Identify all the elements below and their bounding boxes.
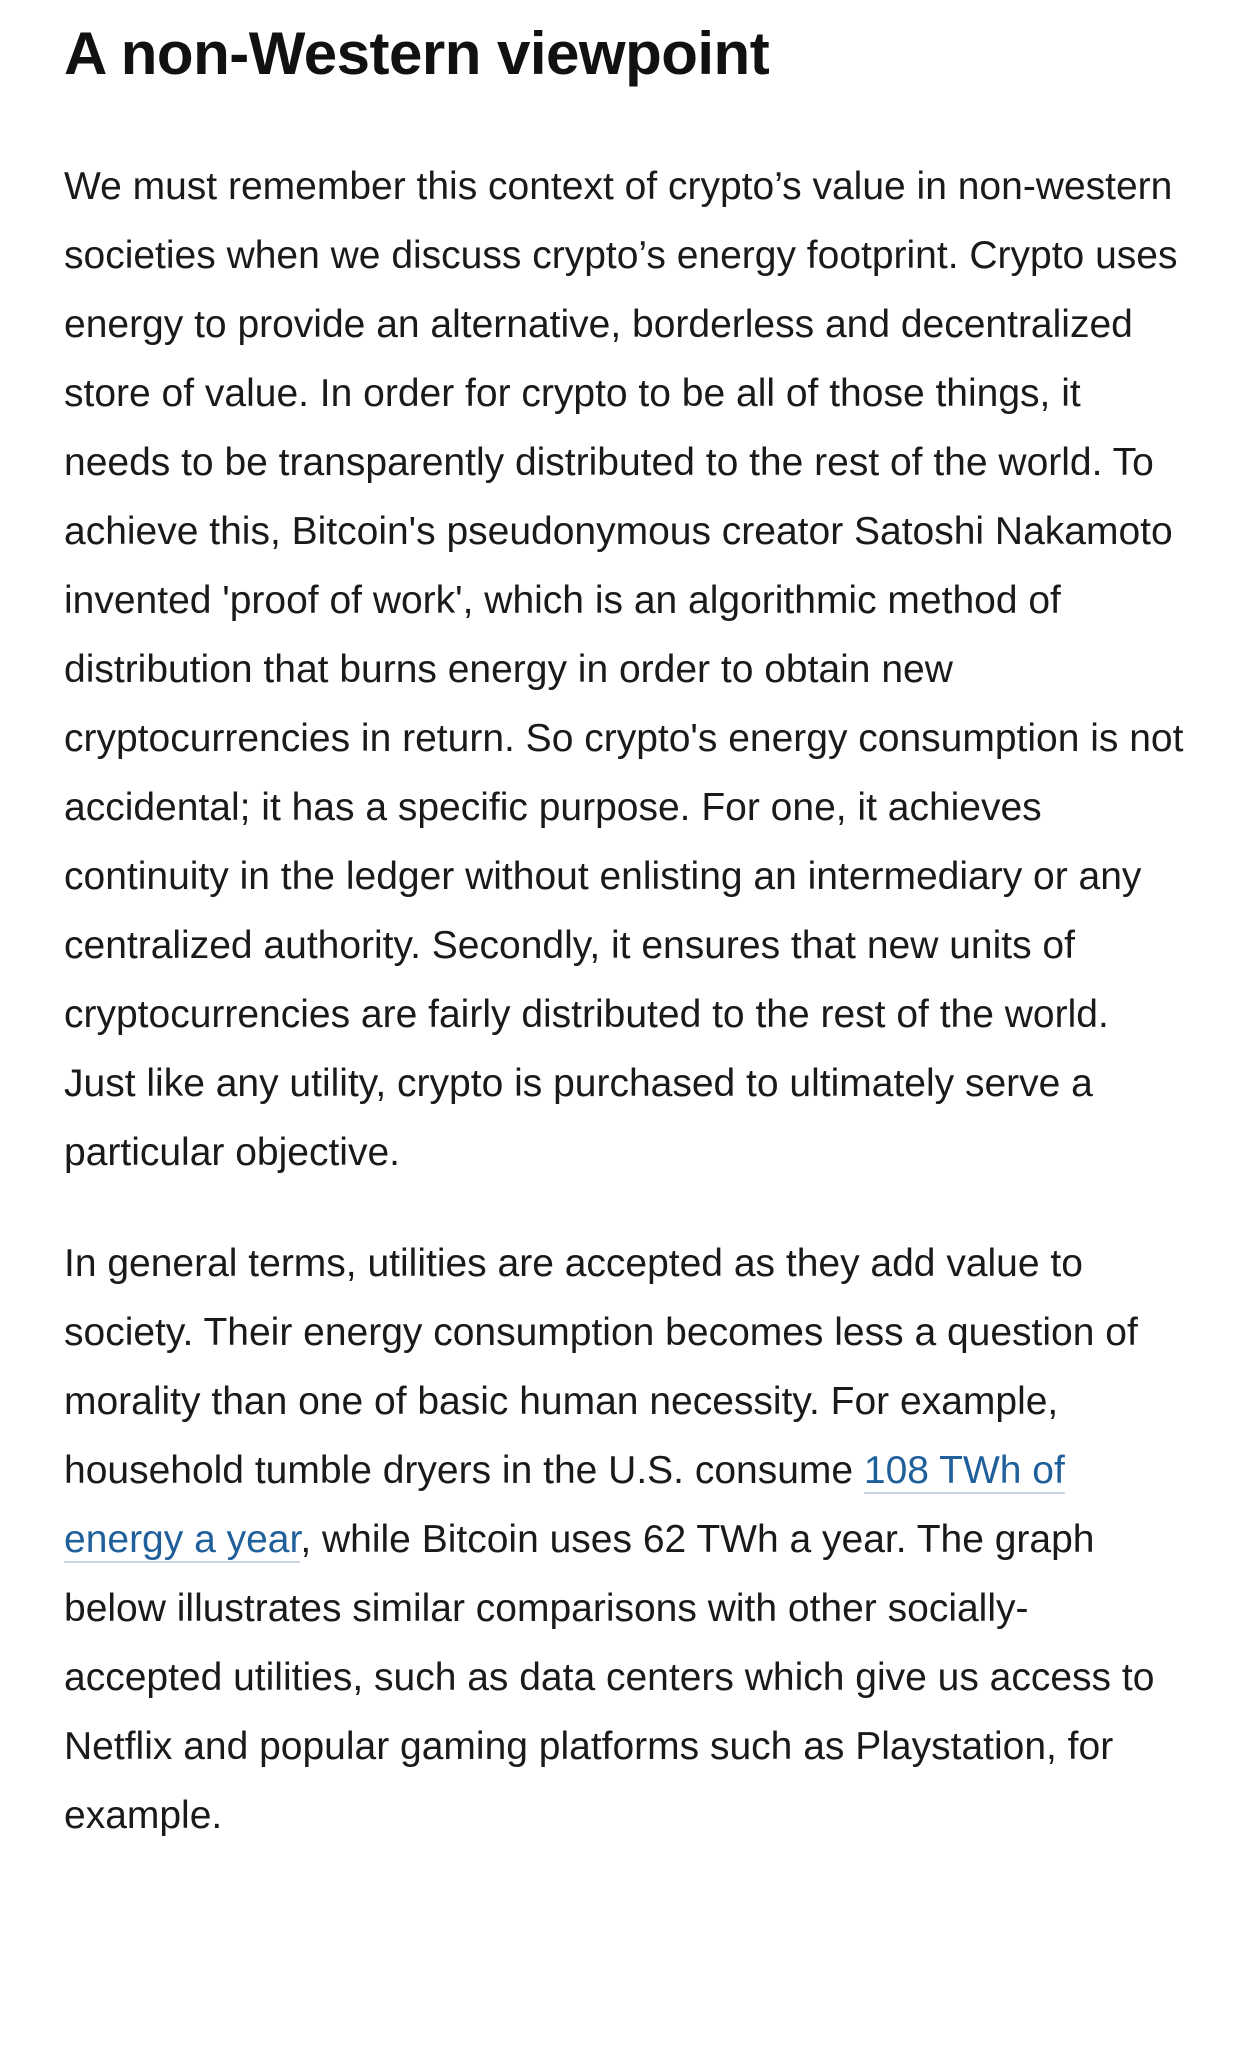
paragraph-utilities <box>64 1229 1184 1850</box>
paragraph-utilities-text-before-link: In general terms, utilities are accepted as they add value to society. Their energy consumption becomes less a question of morality than one of basic human necessity. For example, household tumble dryers in the U.S. consume <box>64 1242 1138 1492</box>
section-heading: A non-Western viewpoint <box>64 20 770 87</box>
tumble-dryer-energy-link[interactable]: 108 TWh of energy a year <box>64 1449 1065 1561</box>
paragraph-crypto-context: We must remember this context of crypto’s value in non-western societies when we discuss crypto’s energy footprint. Crypto uses energy to provide an alternative, borderless and decentralized store of value. In order for crypto to be all of those things, it needs to be transparently distributed to the rest of the world. To achieve this, Bitcoin's pseudonymous creator Satoshi Nakamoto invented 'proof of work', which is an algorithmic method of distribution that burns energy in order to obtain new cryptocurrencies in return. So crypto's energy consumption is not accidental; it has a specific purpose. For one, it achieves continuity in the ledger without enlisting an intermediary or any centralized authority. Secondly, it ensures that new units of cryptocurrencies are fairly distributed to the rest of the world. Just like any utility, crypto is purchased to ultimately serve a particular objective. <box>64 165 1184 1174</box>
article <box>64 0 1184 1850</box>
paragraph-utilities-text-after-link: , while Bitcoin uses 62 TWh a year. The graph below illustrates similar comparisons with other socially-accepted utilities, such as data centers which give us access to Netflix and popular gaming platforms such as Playstation, for example. <box>64 1518 1155 1837</box>
